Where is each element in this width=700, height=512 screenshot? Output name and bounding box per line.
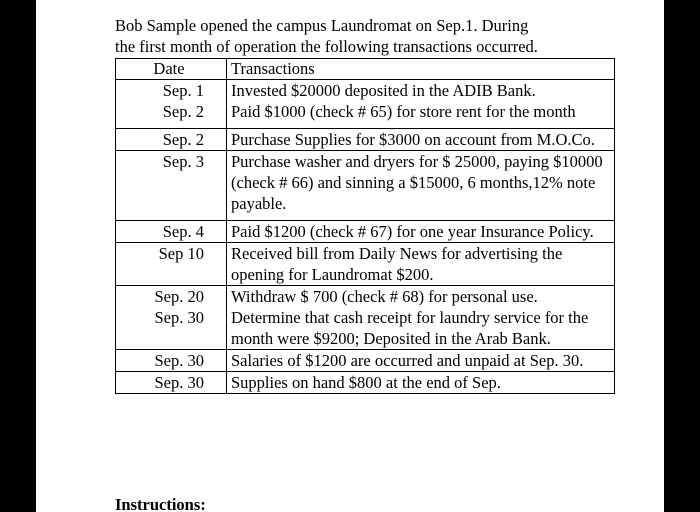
- row-transaction: Supplies on hand $800 at the end of Sep.: [227, 372, 615, 394]
- row-date: Sep. 30: [116, 372, 227, 394]
- row-transaction: Salaries of $1200 are occurred and unpaid at Sep. 30.: [227, 350, 615, 372]
- row-date: Sep. 1: [116, 80, 227, 102]
- row-date: Sep 10: [116, 243, 227, 286]
- intro-line-1: Bob Sample opened the campus Laundromat on Sep.1. During: [115, 16, 529, 35]
- header-date: Date: [116, 59, 227, 80]
- table-row: [116, 80, 615, 102]
- row-transaction: Received bill from Daily News for advertising the opening for Laundromat $200.: [227, 243, 615, 286]
- row-transaction: Purchase Supplies for $3000 on account from M.O.Co.: [227, 129, 615, 151]
- row-date: Sep. 4: [116, 221, 227, 243]
- table-row: [116, 372, 615, 394]
- table-header-row: [116, 59, 615, 80]
- table-row: [116, 151, 615, 221]
- row-transaction: Determine that cash receipt for laundry service for the month were $9200; Deposited in the Arab Bank.: [227, 307, 615, 350]
- row-date: Sep. 20: [116, 286, 227, 308]
- intro-line-2: the first month of operation the following transactions occurred.: [115, 37, 538, 56]
- table-row: [116, 221, 615, 243]
- row-date: Sep. 2: [116, 101, 227, 129]
- instructions-heading-cut-off: Instructions:: [115, 495, 206, 512]
- row-transaction: Invested $20000 deposited in the ADIB Bank.: [227, 80, 615, 102]
- header-transactions: Transactions: [227, 59, 615, 80]
- row-date: Sep. 30: [116, 350, 227, 372]
- table-row: [116, 129, 615, 151]
- row-date: Sep. 3: [116, 151, 227, 221]
- table-row: [116, 286, 615, 308]
- document-page: [36, 0, 664, 512]
- transactions-table: [115, 58, 615, 394]
- table-row: [116, 307, 615, 350]
- row-transaction: Purchase washer and dryers for $ 25000, paying $10000 (check # 66) and sinning a $15000, 6 months,12% note payable.: [227, 151, 615, 221]
- table-row: [116, 243, 615, 286]
- table-row: [116, 101, 615, 129]
- row-transaction: Withdraw $ 700 (check # 68) for personal use.: [227, 286, 615, 308]
- row-transaction: Paid $1000 (check # 65) for store rent for the month: [227, 101, 615, 129]
- table-row: [116, 350, 615, 372]
- row-date: Sep. 30: [116, 307, 227, 350]
- row-date: Sep. 2: [116, 129, 227, 151]
- intro-paragraph: [115, 15, 615, 57]
- row-transaction: Paid $1200 (check # 67) for one year Insurance Policy.: [227, 221, 615, 243]
